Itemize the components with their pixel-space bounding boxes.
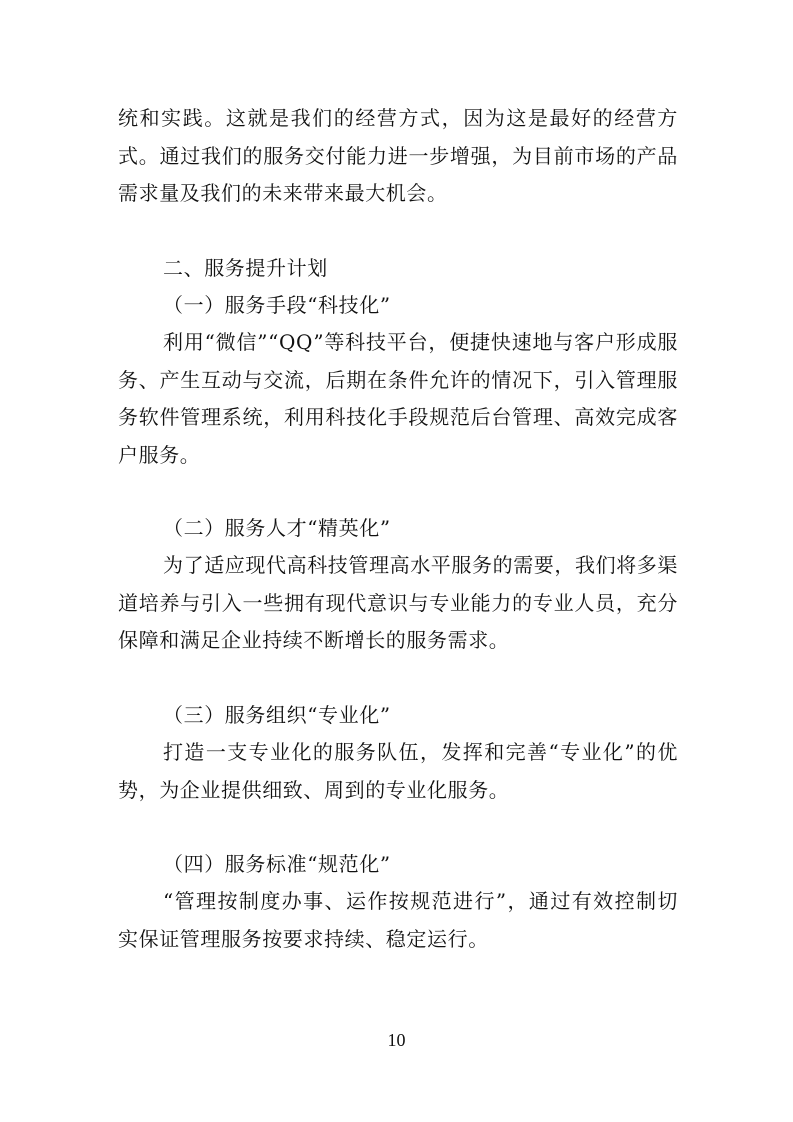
paragraph-technology: 利用“微信”“QQ”等科技平台，便捷快速地与客户形成服务、产生互动与交流，后期在条件允许的情况下，引入管理服务软件管理系统，利用科技化手段规范后台管理、高效完成客户服务。 [118,330,678,467]
paragraph-talent: 为了适应现代高科技管理高水平服务的需要，我们将多渠道培养与引入一些拥有现代意识与专业能力的专业人员，充分保障和满足企业持续不断增长的服务需求。 [118,553,678,653]
subheading-organization: （三）服务组织“专业化” [163,703,391,727]
subheading-standard: （四）服务标准“规范化” [163,852,391,876]
subheading-technology: （一）服务手段“科技化” [163,293,391,317]
section-heading-service-plan: 二、服务提升计划 [163,256,328,280]
page-number: 10 [387,1030,406,1050]
paragraph-standard: “管理按制度办事、运作按规范进行”，通过有效控制切实保证管理服务按要求持续、稳定运行。 [118,889,678,951]
subheading-talent: （二）服务人才“精英化” [163,516,391,540]
paragraph-organization: 打造一支专业化的服务队伍，发挥和完善“专业化”的优势，为企业提供细致、周到的专业化服务。 [118,740,678,802]
paragraph-intro-continued: 统和实践。这就是我们的经营方式，因为这是最好的经营方式。通过我们的服务交付能力进一步增强，为目前市场的产品需求量及我们的未来带来最大机会。 [118,106,678,206]
